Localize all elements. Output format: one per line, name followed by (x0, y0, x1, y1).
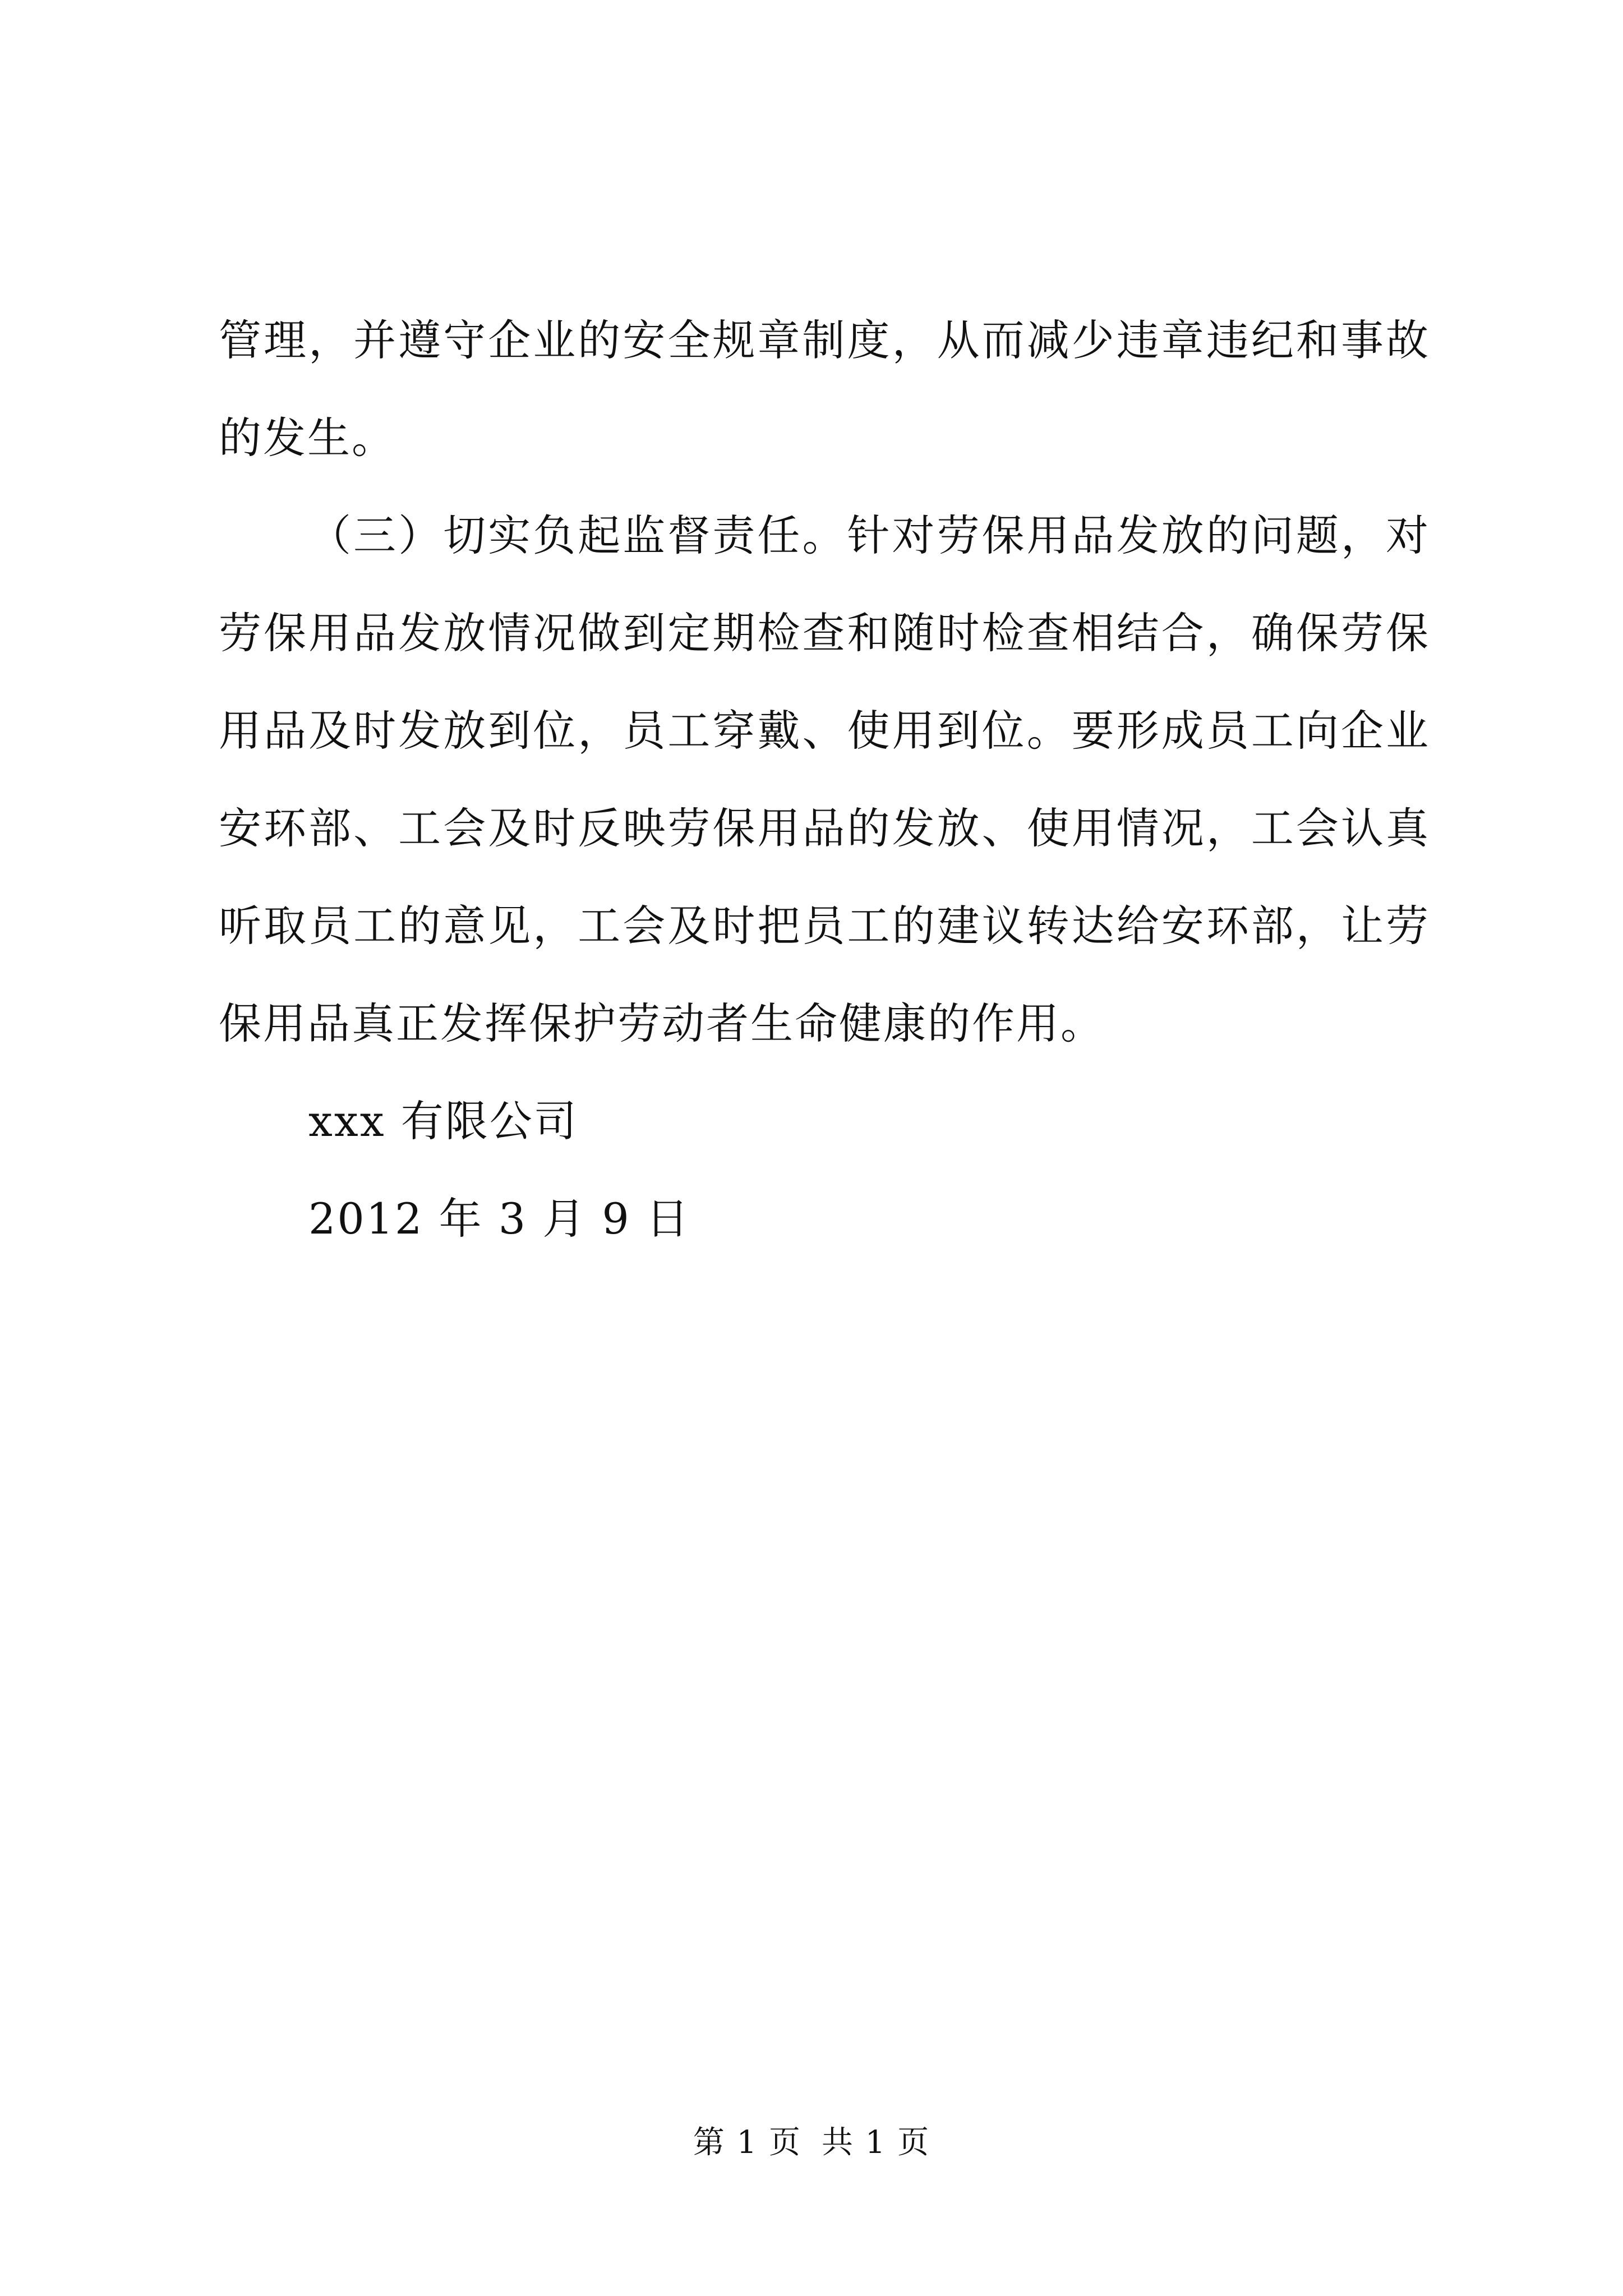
page-number: 第 1 页 (693, 2124, 801, 2161)
page-footer (0, 2120, 1623, 2165)
signature-date: 2012 年 3 月 9 日 (308, 1194, 690, 1244)
page-total: 共 1 页 (822, 2124, 930, 2161)
document-body (219, 292, 1430, 1268)
signature-company: xxx 有限公司 (308, 1096, 578, 1146)
paragraph-supervision: （三）切实负起监督责任。针对劳保用品发放的问题，对劳保用品发放情况做到定期检查和随时检查相结合，确保劳保用品及时发放到位，员工穿戴、使用到位。要形成员工向企业安环部、工会及时反映劳保用品的发放、使用情况，工会认真听取员工的意见，工会及时把员工的建议转达给安环部，让劳保用品真正发挥保护劳动者生命健康的作用。 (219, 510, 1430, 1048)
paragraph-continuation: 管理，并遵守企业的安全规章制度，从而减少违章违纪和事故的发生。 (219, 315, 1430, 463)
